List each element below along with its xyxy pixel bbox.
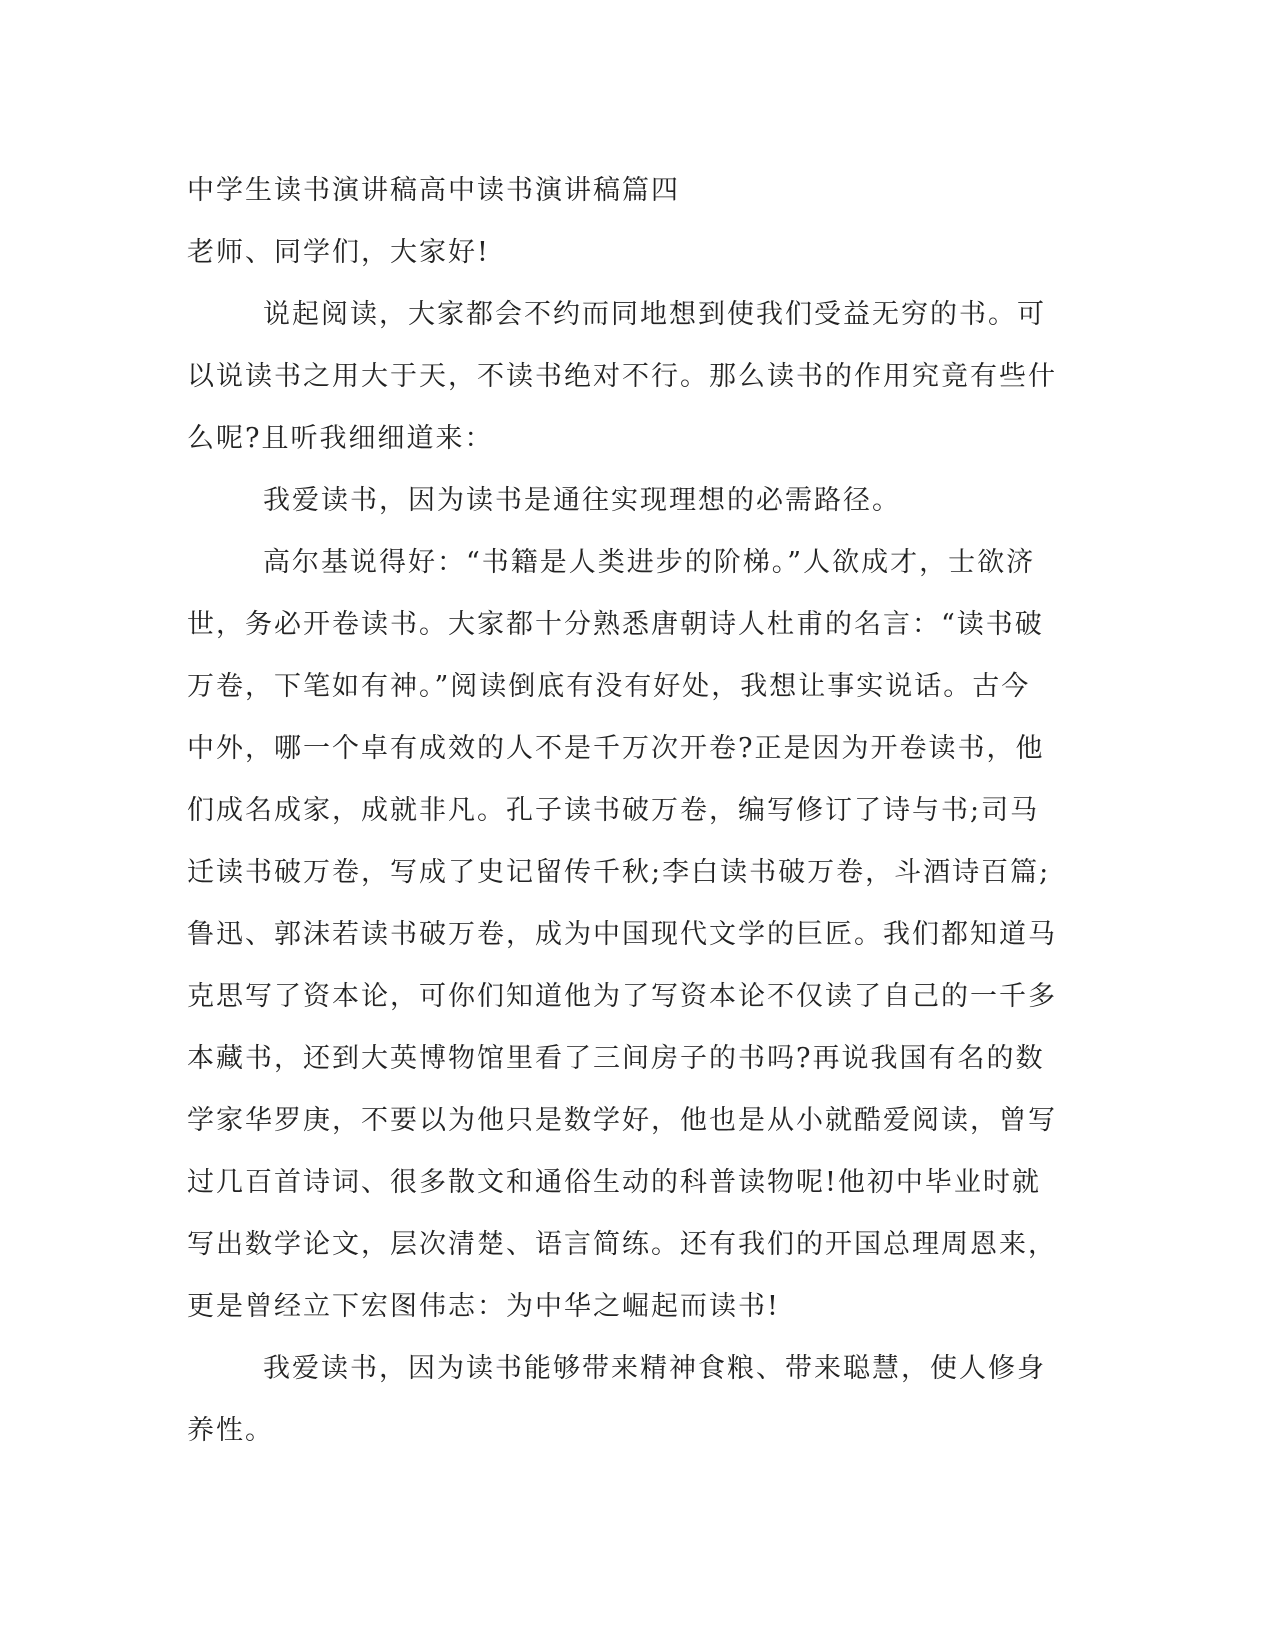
paragraph-spirit: 我爱读书，因为读书能够带来精神食粮、带来聪慧，使人修身养性。 (187, 1353, 1046, 1446)
paragraph-examples: 高尔基说得好：“书籍是人类进步的阶梯。”人欲成才，士欲济世，务必开卷读书。大家都十分熟悉唐朝诗人杜甫的名言：“读书破万卷，下笔如有神。”阅读倒底有没有好处，我想让事实说话。古今中外，哪一个卓有成效的人不是千万次开卷?正是因为开卷读书，他们成名成家，成就非凡。孔子读书破万卷，编写修订了诗与书;司马迁读书破万卷，写成了史记留传千秋;李白读书破万卷，斗酒诗百篇;鲁迅、郭沫若读书破万卷，成为中国现代文学的巨匠。我们都知道马克思写了资本论，可你们知道他为了写资本论不仅读了自己的一千多本藏书，还到大英博物馆里看了三间房子的书吗?再说我国有名的数学家华罗庚，不要以为他只是数学好，他也是从小就酷爱阅读，曾写过几百首诗词、很多散文和通俗生动的科普读物呢!他初中毕业时就写出数学论文，层次清楚、语言简练。还有我们的开国总理周恩来，更是曾经立下宏图伟志：为中华之崛起而读书! (187, 547, 1057, 1322)
document-body (187, 160, 1057, 1462)
paragraph-intro: 说起阅读，大家都会不约而同地想到使我们受益无穷的书。可以说读书之用大于天，不读书绝对不行。那么读书的作用究竟有些什么呢?且听我细细道来： (187, 299, 1057, 454)
document-title: 中学生读书演讲稿高中读书演讲稿篇四 (187, 175, 680, 206)
paragraph-ideal: 我爱读书，因为读书是通往实现理想的必需路径。 (263, 485, 901, 516)
greeting: 老师、同学们，大家好! (187, 237, 490, 268)
